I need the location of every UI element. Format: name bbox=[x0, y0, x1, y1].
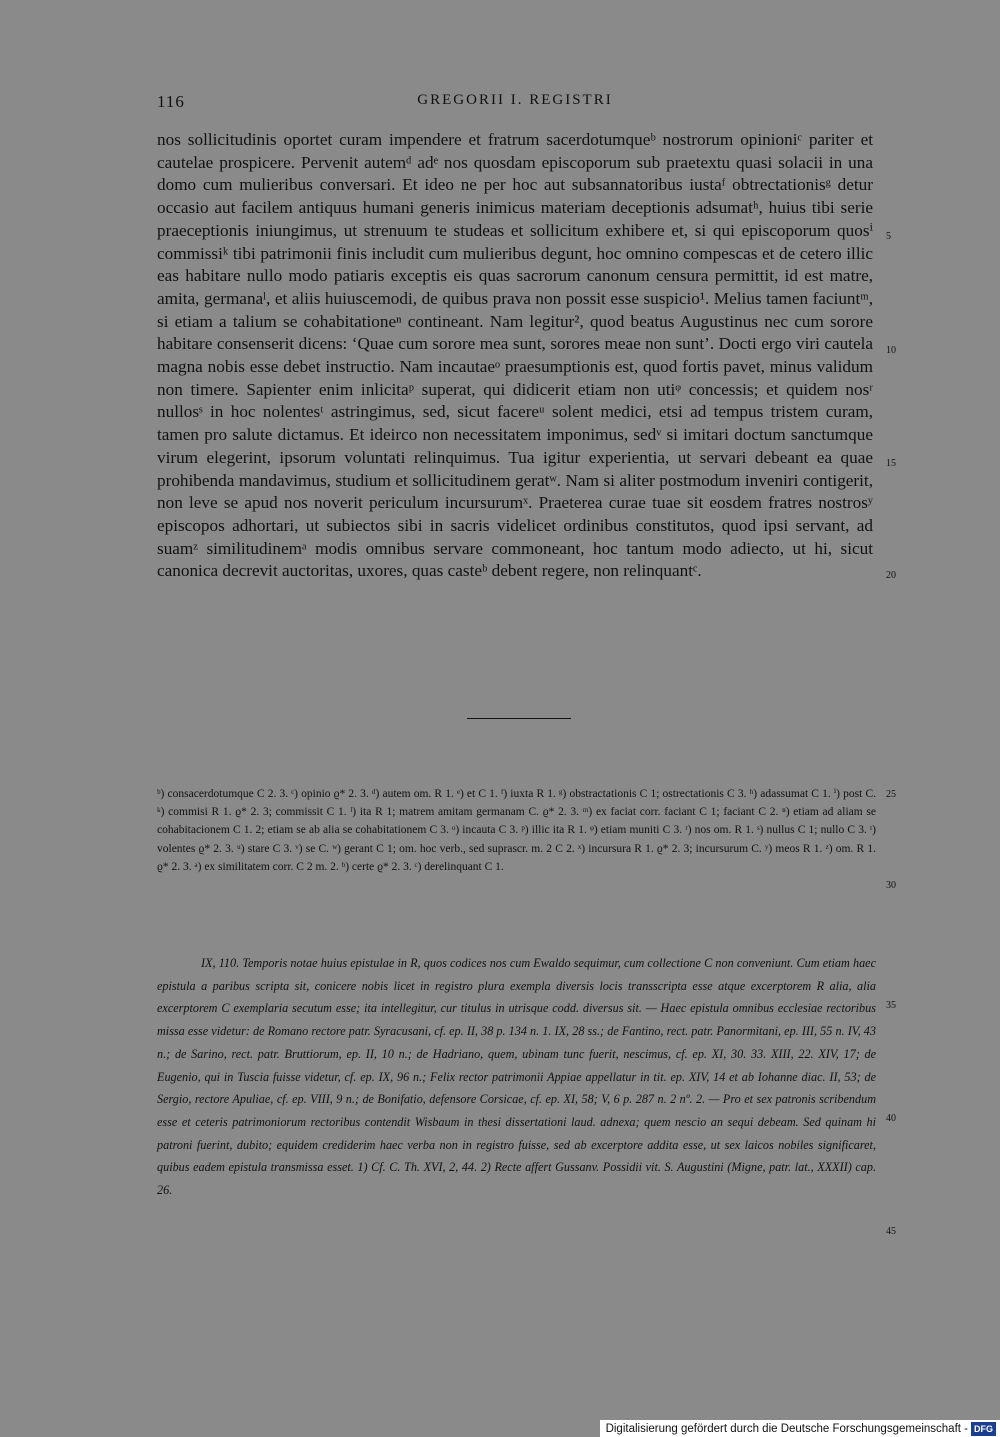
commentary-text: IX, 110. Temporis notae huius epistulae in R, quos codices nos cum Ewaldo sequimur, cum collectione C non conveniunt. Cum etiam haec epistula a paribus scripta sit, conicere nobis licet in registro plura exempla diversis locis transscripta esse atque excerptorem R alia, alia excerptorem C exemplaria secutum esse; ita intellegitur, cur titulus in utrisque codd. diversus sit. — Haec epistula omnibus ecclesiae rectoribus missa esse videtur: de Romano rectore patr. Syracusani, cf. ep. II, 38 p. 134 n. 1. IX, 28 ss.; de Fantino, rect. patr. Panormitani, ep. III, 55 n. IV, 43 n.; de Sarino, rect. patr. Bruttiorum, ep. II, 10 n.; de Hadriano, quem, ubinam tunc fuerit, nescimus, cf. ep. XI, 30. 33. XIII, 22. XIV, 17; de Eugenio, qui in Tuscia fuisse videtur, cf. ep. IX, 96 n.; Felix rector patrimonii Appiae appellatur in tit. ep. XIV, 14 et ab Iohanne diac. II, 53; de Sergio, rectore Apuliae, cf. ep. VIII, 9 n.; de Bonifatio, defensore Corsicae, cf. ep. XI, 58; V, 6 p. 287 n. 2 nº. 2. — Pro et sex patronis scribendum esse et ceteris patrimoniorum rectoribus contendit Wisbaum in thesi dissertationi laud. adnexa; quem nescio an sequi debeam. Sed quinam hi patroni fuerint, dubito; equidem crediderim haec verba non in registro fuisse, sed ab excerptore addita esse, ut sex laicos nobiles significaret, quibus eadem epistula transmissa esset. 1) Cf. C. Th. XVI, 2, 44. 2) Recte affert Gussanv. Possidii vit. S. Augustini (Migne, patr. lat., XXXII) cap. 26. bbox=[157, 956, 876, 1198]
separator-rule bbox=[467, 718, 571, 720]
apparatus-text: ᵇ) consacerdotumque C 2. 3. ᶜ) opinio ϱ* 2. 3. ᵈ) autem om. R 1. ᵉ) et C 1. ᶠ) iuxta R 1. ᵍ) obstractationis C 1; ostrectationis C 3. ʰ) adassumat C 1. ⁱ) post C. ᵏ) commisi R 1. ϱ* 2. 3; commissit C 1. ˡ) ita R 1; matrem amitam germanam C. ϱ* 2. 3. ᵐ) ex faciat corr. faciant C 1; faciant C 2. ⁿ) etiam ad aliam se cohabitacionem C 1. 2; etiam se ab alia se cohabitationem C 3. ᵒ) incauta C 3. ᵖ) illic ita R 1. ᵠ) etiam muniti C 3. ʳ) nos om. R 1. ˢ) nullus C 1; nullo C 3. ᵗ) volentes ϱ* 2. 3. ᵘ) stare C 3. ᵛ) se C. ʷ) gerant C 1; om. hoc verb., sed suprascr. m. 2 C 2. ˣ) incursura R 1. ϱ* 2. 3; incursurum C. ʸ) meos R 1. ᶻ) om. R 1. ϱ* 2. 3. ᵃ) ex similitatem corr. C 2 m. 2. ᵇ) certe ϱ* 2. 3. ᶜ) derelinquant C 1. bbox=[157, 788, 876, 873]
main-text-block bbox=[157, 129, 873, 583]
dfg-logo-icon: DFG bbox=[971, 1422, 996, 1436]
line-number: 25 bbox=[886, 789, 896, 800]
running-title: GREGORII I. REGISTRI bbox=[417, 92, 613, 108]
line-number: 45 bbox=[886, 1226, 896, 1237]
commentary-notes bbox=[157, 952, 876, 1202]
page-header bbox=[157, 92, 873, 118]
funding-banner bbox=[600, 1420, 1000, 1437]
line-number: 20 bbox=[886, 570, 896, 581]
page-number: 116 bbox=[157, 92, 185, 111]
line-number: 30 bbox=[886, 880, 896, 891]
critical-apparatus bbox=[157, 785, 876, 876]
line-number: 40 bbox=[886, 1113, 896, 1124]
line-number: 5 bbox=[886, 231, 891, 242]
banner-text: Digitalisierung gefördert durch die Deutsche Forschungsgemeinschaft - bbox=[605, 1422, 968, 1435]
line-number: 15 bbox=[886, 458, 896, 469]
line-number: 10 bbox=[886, 345, 896, 356]
line-number: 35 bbox=[886, 1000, 896, 1011]
main-text-paragraph: nos sollicitudinis oportet curam impendere et fratrum sacerdotumqueᵇ nostrorum opinioniᶜ pariter et cautelae prospicere. Pervenit autemᵈ adᵉ nos quosdam episcoporum sub praetextu quasi solacii in una domo cum mulieribus conversari. Et ideo ne per hoc aut subsannatoribus iustaᶠ obtrectationisᵍ detur occasio aut facilem antiquus humani generis inimicus materiam deceptionis adsumatʰ, huius tibi serie praeceptionis iniungimus, ut strenuum te studeas et sollicitum exhibere et, si qui episcoporum quosⁱ commissiᵏ tibi patrimonii finis includit cum mulieribus degunt, hoc omnino compescas et de cetero illic eas habitare nullo modo patiaris exceptis eis quas sacrorum canonum censura permittit, id est matre, amita, germanaˡ, et aliis huiuscemodi, de quibus prava non possit esse suspicio¹. Melius tamen faciuntᵐ, si etiam a talium se cohabitationeⁿ contineant. Nam legitur², quod beatus Augustinus nec cum sorore habitare consenserit dicens: ‘Quae cum sorore mea sunt, sorores meae non sunt’. Docti ergo viri cautela magna nobis esse debet instructio. Nam incautaeᵒ praesumptionis est, quod fortis pavet, minus validum non timere. Sapienter enim inlicitaᵖ superat, qui didicerit etiam non utiᵠ concessis; et quidem nosʳ nullosˢ in hoc nolentesᵗ astringimus, sed, sicut facereᵘ solent medici, etsi ad tempus tristem curam, tamen pro salute dictamus. Et ideirco non necessitatem imponimus, sedᵛ si imitari doctum sanctumque virum elegerint, ipsorum voluntati relinquimus. Tua igitur experientia, ut servari debeant ea quae prohibenda mandavimus, studium et sollicitudinem geratʷ. Nam si aliter postmodum inveniri contigerit, non leve se apud nos noverit periculum incursurumˣ. Praeterea curae tuae sit eosdem fratres nostrosʸ episcopos adhortari, ut subiectos sibi in sacris videlicet ordinibus constitutos, quod ipsi servant, ad suamᶻ similitudinemᵃ modis omnibus servare commoneant, hoc tantum modo adiecto, ut hi, sicut canonica decrevit auctoritas, uxores, quas casteᵇ debent regere, non relinquantᶜ. bbox=[157, 130, 873, 581]
